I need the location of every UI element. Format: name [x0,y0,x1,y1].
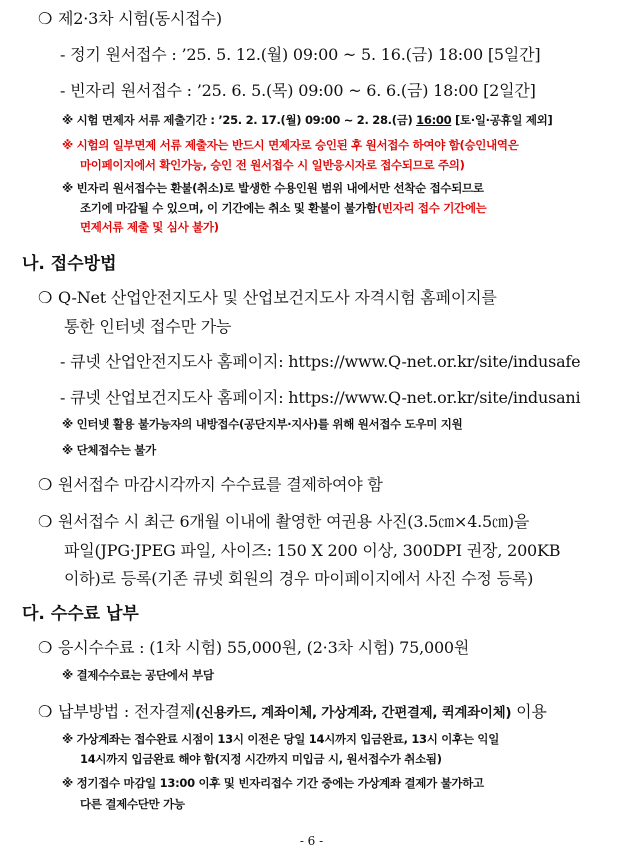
note-mark-icon: ※ [62,417,73,431]
text: 단체접수는 불가 [76,443,156,457]
text: [토·일·공휴일 제외] [451,113,553,127]
health-homepage [60,385,580,408]
text: 결제수수료는 공단에서 부담 [76,668,214,682]
item-photo-cont2: 이하)로 등록(기존 큐넷 회원의 경우 마이페이지에서 사진 수정 등록) [64,569,534,588]
text: 원서접수 시 최근 6개월 이내에 촬영한 여권용 사진(3.5㎝×4.5㎝)을 [58,512,530,531]
text: Q-Net 산업안전지도사 및 산업보건지도사 자격시험 홈페이지를 [58,288,497,307]
regular-application-period [60,42,540,65]
circle-bullet-icon: ❍ [38,288,53,307]
note-mark-icon: ※ [62,732,73,746]
vacancy-application-period [60,78,536,101]
item-payment-method [38,699,547,722]
text: 원서접수 마감시각까지 수수료를 결제하여야 함 [58,475,383,494]
circle-bullet-icon: ❍ [38,638,53,657]
page-number: - 6 - [299,834,324,848]
dash-bullet: - [60,388,66,407]
circle-bullet-icon: ❍ [38,702,53,721]
text: 조기에 마감될 수 있으며, 이 기간에는 취소 및 환불이 불가함 [80,201,377,215]
note-exemption-approval-cont [80,157,465,173]
note-virtual-account-cont: 14시까지 입금완료 해야 함(지정 시간까지 미입금 시, 원서접수가 취소됨) [80,752,442,766]
bold-text: (신용카드, 계좌이체, 가상계좌, 간편결제, 퀵계좌이체) [195,705,512,721]
note-mark-icon: ※ [62,181,73,195]
item-qnet-only [38,285,497,308]
text: 시험의 일부면제 서류 제출자는 반드시 면제자로 승인된 후 원서접수 하여야 함(승인내역은 [76,138,519,152]
item-photo [38,509,529,532]
underlined-time: 16:00 [416,113,452,127]
text: 제2·3차 시험(동시접수) [58,9,222,28]
note-no-group [62,442,156,458]
circle-bullet-icon: ❍ [38,512,53,531]
dash-bullet: - [60,81,66,100]
text: 큐넷 산업보건지도사 홈페이지: https://www.Q-net.or.kr/site/indusani [70,388,581,407]
text: 빈자리 원서접수 : ’25. 6. 5.(목) 09:00 ~ 6. 6.(금) 18:00 [2일간] [70,81,536,100]
note-regular-deadline [62,775,484,791]
note-vacancy [62,180,484,196]
note-vacancy-cont2 [80,219,219,235]
text: 면제서류 제출 및 심사 불가) [80,220,219,234]
text: 가상계좌는 접수완료 시점이 13시 이전은 당일 14시까지 입금완료, 13시 이후는 익일 [76,732,500,746]
text: 납부방법 : 전자결제 [58,702,196,721]
note-mark-icon: ※ [62,113,73,127]
section-heading-method: 나. 접수방법 [22,254,117,274]
note-mark-icon: ※ [62,138,73,152]
text: 빈자리 원서접수는 환불(취소)로 발생한 수용인원 범위 내에서만 선착순 접수되므로 [76,181,484,195]
note-mark-icon: ※ [62,668,73,682]
item-fee-deadline [38,472,383,495]
note-vacancy-cont [80,200,486,216]
circle-bullet-icon: ❍ [38,475,53,494]
note-mark-icon: ※ [62,443,73,457]
note-visit-support [62,416,462,432]
item-exam-schedule [38,6,222,29]
text: 정기접수 마감일 13:00 이후 및 빈자리접수 기간 중에는 가상계좌 결제가 불가하고 [76,776,484,790]
text: 응시수수료 : (1차 시험) 55,000원, (2·3차 시험) 75,000원 [58,638,470,657]
dash-bullet: - [60,45,66,64]
safety-homepage [60,349,580,372]
note-regular-deadline-cont: 다른 결제수단만 가능 [80,797,185,811]
note-exemption-approval [62,137,519,153]
text: 큐넷 산업안전지도사 홈페이지: https://www.Q-net.or.kr/site/indusafe [70,352,581,371]
item-fee-amount [38,635,469,658]
circle-bullet-icon: ❍ [38,9,53,28]
section-heading-fee: 다. 수수료 납부 [22,604,139,624]
text: 정기 원서접수 : ’25. 5. 12.(월) 09:00 ~ 5. 16.(금) 18:00 [5일간] [70,45,541,64]
note-mark-icon: ※ [62,776,73,790]
text: 마이페이지에서 확인가능, 승인 전 원서접수 시 일반응시자로 접수되므로 주의) [80,158,465,172]
text: 시험 면제자 서류 제출기간 : ’25. 2. 17.(월) 09:00 ~ 2. 28.(금) [76,113,417,127]
text: 인터넷 활용 불가능자의 내방접수(공단지부·지사)를 위해 원서접수 도우미 지원 [76,417,463,431]
item-qnet-only-cont: 통한 인터넷 접수만 가능 [64,317,232,336]
note-fee-burden [62,667,214,683]
item-photo-cont1: 파일(JPG·JPEG 파일, 사이즈: 150 X 200 이상, 300DPI 권장, 200KB [64,541,561,560]
dash-bullet: - [60,352,66,371]
note-virtual-account [62,731,499,747]
note-exemption-period [62,112,552,128]
text: 이용 [511,702,547,721]
red-text: (빈자리 접수 기간에는 [376,201,487,215]
